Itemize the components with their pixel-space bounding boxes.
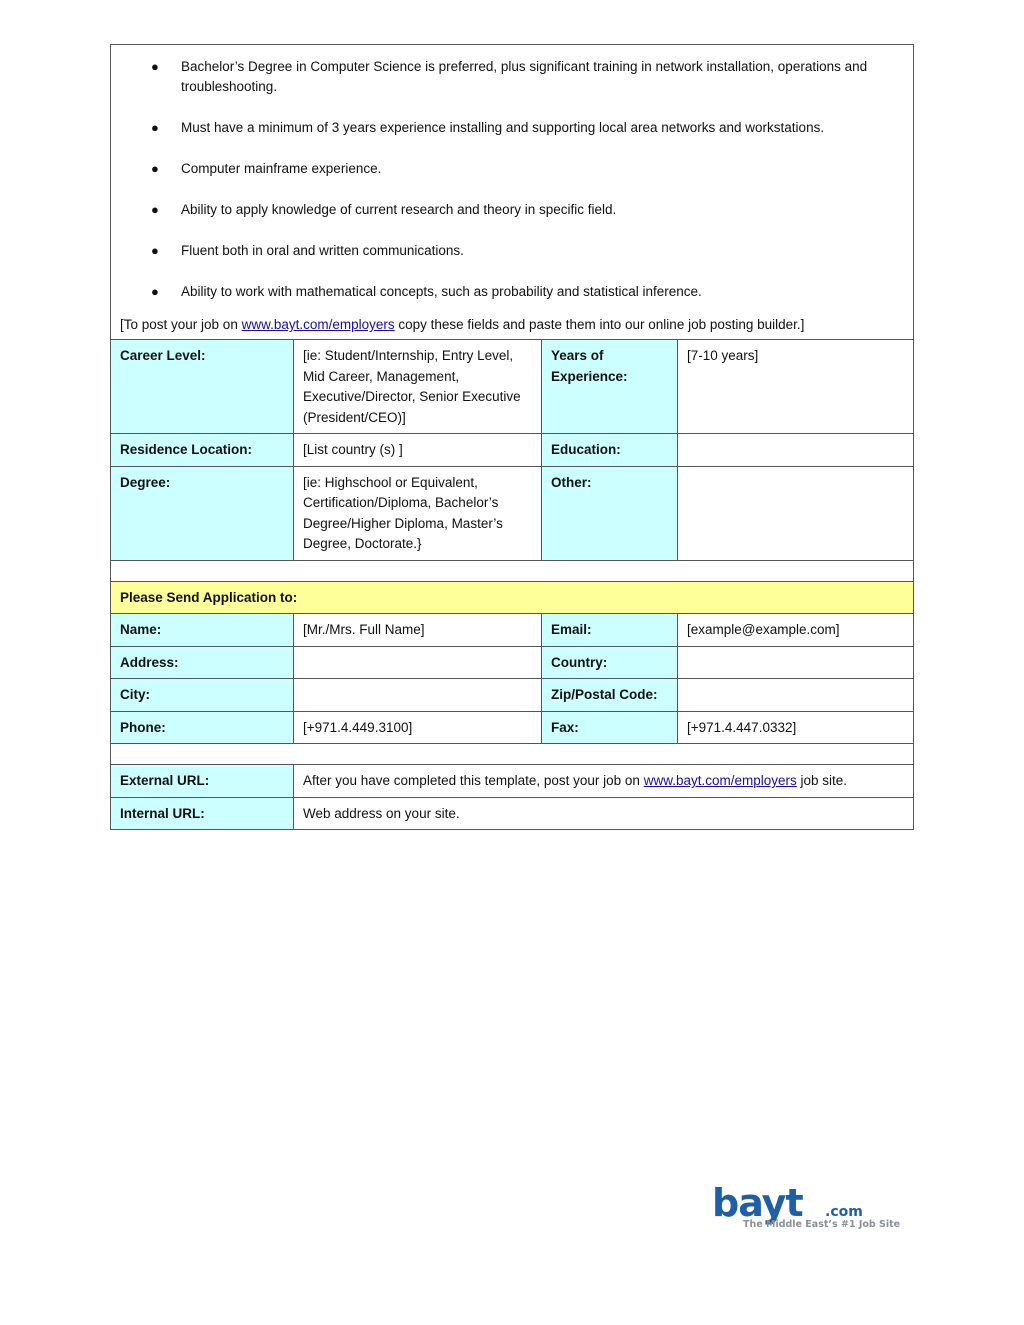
table-row — [111, 466, 914, 560]
post-instructions: [To post your job on www.bayt.com/employers copy these fields and paste them into our online job posting builder.] — [120, 317, 805, 332]
residence-location-value[interactable]: [List country (s) ] — [294, 434, 542, 467]
requirements-row — [111, 45, 914, 340]
table-row — [111, 679, 914, 712]
table-row — [111, 711, 914, 744]
country-label: Country: — [542, 646, 678, 679]
career-level-label: Career Level: — [111, 340, 294, 434]
spacer-cell — [111, 560, 914, 581]
city-value[interactable] — [294, 679, 542, 712]
fax-label: Fax: — [542, 711, 678, 744]
bullet-icon: ● — [151, 243, 159, 258]
table-row — [111, 797, 914, 830]
application-header: Please Send Application to: — [111, 581, 914, 614]
table-row — [111, 340, 914, 434]
list-item: ● Ability to work with mathematical concepts, such as probability and statistical inference. — [120, 282, 904, 302]
other-label: Other: — [542, 466, 678, 560]
spacer-cell — [111, 744, 914, 765]
degree-label: Degree: — [111, 466, 294, 560]
name-value[interactable]: [Mr./Mrs. Full Name] — [294, 614, 542, 647]
phone-value[interactable]: [+971.4.449.3100] — [294, 711, 542, 744]
employers-link[interactable]: www.bayt.com/employers — [241, 317, 395, 332]
phone-label: Phone: — [111, 711, 294, 744]
bullet-icon: ● — [151, 284, 159, 299]
table-row — [111, 646, 914, 679]
email-label: Email: — [542, 614, 678, 647]
residence-location-label: Residence Location: — [111, 434, 294, 467]
table-row — [111, 765, 914, 798]
bayt-logo — [712, 1184, 912, 1234]
list-item: ● Fluent both in oral and written communications. — [120, 241, 904, 261]
application-header-row — [111, 581, 914, 614]
list-item: ● Must have a minimum of 3 years experience installing and supporting local area networks and workstations. — [120, 118, 904, 138]
logo-wordmark: bayt — [712, 1184, 803, 1225]
spacer-row — [111, 560, 914, 581]
zip-label: Zip/Postal Code: — [542, 679, 678, 712]
employers-link[interactable]: www.bayt.com/employers — [643, 773, 797, 788]
list-item: ● Computer mainframe experience. — [120, 159, 904, 179]
internal-url-label: Internal URL: — [111, 797, 294, 830]
bullet-icon: ● — [151, 161, 159, 176]
list-item: ● Bachelor’s Degree in Computer Science is preferred, plus significant training in network installation, operations and troubleshooting. — [151, 59, 868, 94]
career-level-value[interactable]: [ie: Student/Internship, Entry Level, Mid Career, Management, Executive/Director, Senior Executive (President/CEO)] — [294, 340, 542, 434]
internal-url-value[interactable]: Web address on your site. — [294, 797, 914, 830]
other-value[interactable] — [678, 466, 914, 560]
table-row — [111, 434, 914, 467]
country-value[interactable] — [678, 646, 914, 679]
education-value[interactable] — [678, 434, 914, 467]
address-label: Address: — [111, 646, 294, 679]
list-item: ● Ability to apply knowledge of current research and theory in specific field. — [120, 200, 904, 220]
bullet-icon: ● — [151, 59, 159, 74]
city-label: City: — [111, 679, 294, 712]
logo-tagline: The Middle East’s #1 Job Site — [743, 1219, 901, 1230]
years-experience-value[interactable]: [7-10 years] — [678, 340, 914, 434]
logo-suffix: .com — [825, 1204, 863, 1220]
spacer-row — [111, 744, 914, 765]
bullet-icon: ● — [151, 120, 159, 135]
requirements-cell — [111, 45, 914, 340]
table-row — [111, 614, 914, 647]
address-value[interactable] — [294, 646, 542, 679]
zip-value[interactable] — [678, 679, 914, 712]
email-value[interactable]: [example@example.com] — [678, 614, 914, 647]
years-experience-label: Years of Experience: — [542, 340, 678, 434]
job-posting-table — [110, 44, 914, 830]
external-url-label: External URL: — [111, 765, 294, 798]
requirements-list — [120, 57, 904, 302]
external-url-value: After you have completed this template, post your job on www.bayt.com/employers job site. — [294, 765, 914, 798]
education-label: Education: — [542, 434, 678, 467]
degree-value[interactable]: [ie: Highschool or Equivalent, Certification/Diploma, Bachelor’s Degree/Higher Diploma, Master’s Degree, Doctorate.} — [294, 466, 542, 560]
name-label: Name: — [111, 614, 294, 647]
fax-value[interactable]: [+971.4.447.0332] — [678, 711, 914, 744]
bullet-icon: ● — [151, 202, 159, 217]
